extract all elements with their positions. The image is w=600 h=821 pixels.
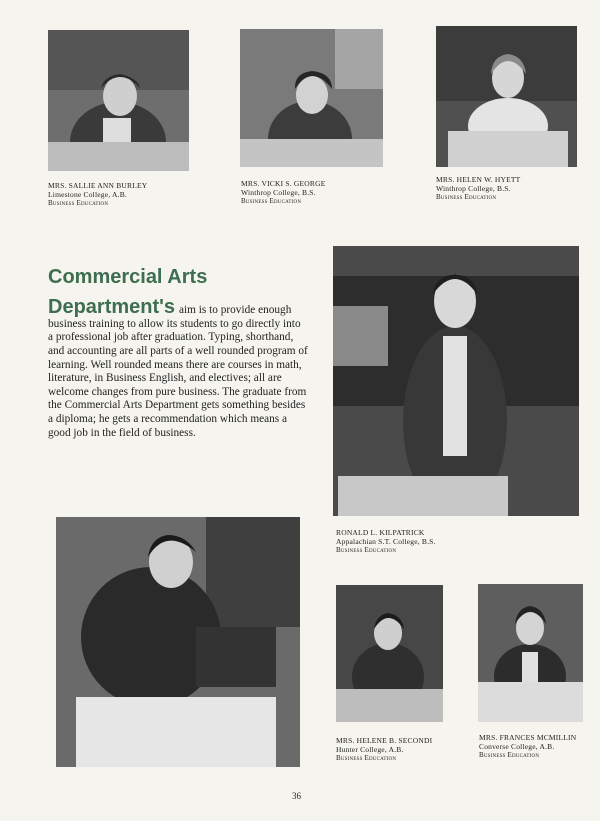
- faculty-school: Limestone College, A.B.: [48, 189, 127, 199]
- faculty-name: MRS. FRANCES MCMILLIN: [479, 733, 577, 742]
- caption-secondi: [336, 737, 432, 763]
- caption-george: [241, 180, 326, 206]
- photo-mcmillin: [478, 584, 583, 722]
- photo-student-typing: [56, 517, 300, 767]
- photo-hyett-figure: [436, 26, 577, 167]
- photo-burley: [48, 30, 189, 171]
- department-heading: Commercial Arts: [48, 266, 208, 288]
- faculty-school: Converse College, A.B.: [479, 741, 555, 751]
- faculty-name: MRS. SALLIE ANN BURLEY: [48, 181, 148, 190]
- photo-student-typing-figure: [56, 517, 300, 767]
- page-number: 36: [292, 791, 301, 801]
- faculty-department: Business Education: [436, 193, 497, 201]
- faculty-department: Business Education: [336, 754, 397, 762]
- department-description: [48, 296, 308, 440]
- photo-kilpatrick-figure: [333, 246, 579, 516]
- caption-hyett: [436, 176, 520, 202]
- faculty-name: RONALD L. KILPATRICK: [336, 528, 425, 537]
- faculty-department: Business Education: [48, 199, 109, 207]
- photo-mcmillin-figure: [478, 584, 583, 722]
- photo-george: [240, 29, 383, 167]
- faculty-school: Winthrop College, B.S.: [436, 183, 511, 193]
- faculty-school: Winthrop College, B.S.: [241, 187, 316, 197]
- caption-burley: [48, 182, 147, 208]
- faculty-department: Business Education: [241, 197, 302, 205]
- faculty-name: MRS. VICKI S. GEORGE: [241, 179, 326, 188]
- faculty-name: MRS. HELENE B. SECONDI: [336, 736, 433, 745]
- photo-secondi: [336, 585, 443, 722]
- photo-secondi-figure: [336, 585, 443, 722]
- caption-kilpatrick: [336, 529, 436, 555]
- caption-mcmillin: [479, 734, 576, 760]
- photo-kilpatrick: [333, 246, 579, 516]
- photo-george-figure: [240, 29, 383, 167]
- faculty-department: Business Education: [336, 546, 397, 554]
- department-heading-continued: Department's: [48, 296, 176, 319]
- faculty-school: Hunter College, A.B.: [336, 744, 404, 754]
- faculty-school: Appalachian S.T. College, B.S.: [336, 536, 436, 546]
- photo-burley-figure: [48, 30, 189, 171]
- faculty-name: MRS. HELEN W. HYETT: [436, 175, 521, 184]
- photo-hyett: [436, 26, 577, 167]
- department-body: aim is to provide enough business training to allow its students to go directly into a professional job after graduation. Typing, shorthand, and accounting are all parts of a well rounded program of learning. Well rounded means there are courses in math, literature, in Business English, and electives; all are welcome changes from pure business. The graduate from the Commercial Arts Department gets something besides a diploma; he gets a recommendation which means a good job in the field of business.: [48, 304, 308, 439]
- faculty-department: Business Education: [479, 751, 540, 759]
